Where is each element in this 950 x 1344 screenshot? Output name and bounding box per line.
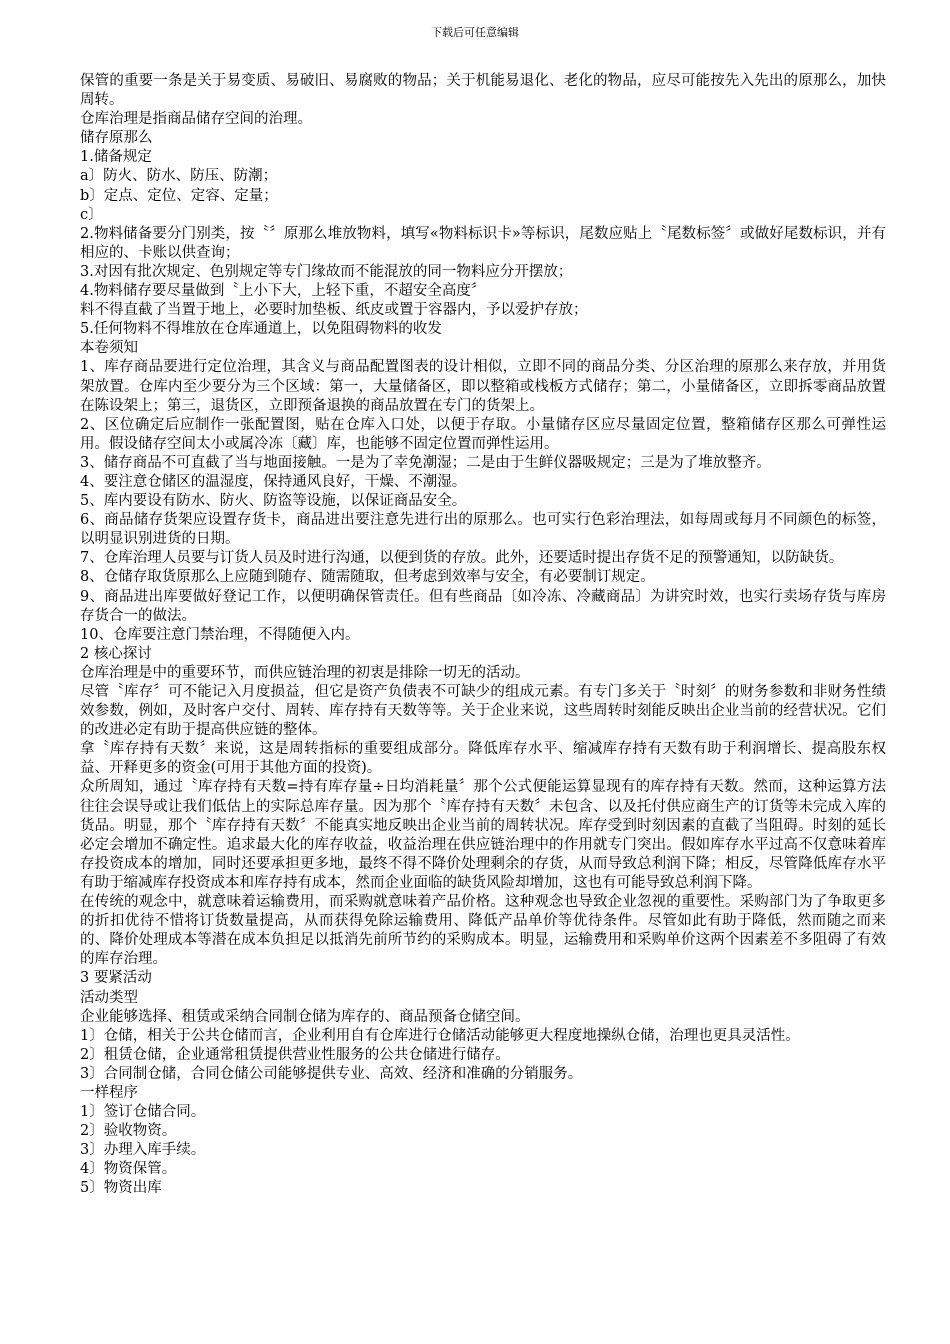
document-paragraph: 4.物料储存要尽量做到〝上小下大，上轻下重，不超安全高度〞 bbox=[80, 283, 486, 300]
document-paragraph: 3.对因有批次规定、色别规定等专门缘故而不能混放的同一物料应分开摆放； bbox=[80, 263, 573, 280]
document-paragraph: 尽管〝库存〞可不能记入月度损益，但它是资产负债表不可缺少的组成元素。有专门多关于〝时刻〞的财务参数和非财务性绩效参数，例如，及时客户交付、周转、库存持有天数等等。关于企业来说，这些周转时刻能反映出企业当前的经营状况。它们的改进必定有助于提高供应链的整体。 bbox=[80, 684, 886, 739]
document-paragraph: 3〕办理入库手续。 bbox=[80, 1142, 206, 1159]
document-paragraph: b〕定点、定位、定容、定量； bbox=[80, 187, 278, 204]
document-paragraph: 2〕租赁仓储，企业通常租赁提供营业性服务的公共仓储进行储存。 bbox=[80, 1046, 510, 1063]
document-paragraph: 3〕合同制仓储，合同仓储公司能够提供专业、高效、经济和准确的分销服务。 bbox=[80, 1065, 583, 1082]
document-paragraph: 7、仓库治理人员要与订货人员及时进行沟通，以便到货的存放。此外，还要适时提出存货不足的预警通知，以防缺货。 bbox=[80, 550, 844, 567]
document-paragraph: 6、商品储存货架应设置存货卡，商品进出要注意先进行出的原那么。也可实行色彩治理法，如每周或每月不同颜色的标签，以明显识别进货的日期。 bbox=[80, 512, 886, 548]
document-paragraph: a〕防火、防水、防压、防潮； bbox=[80, 168, 278, 185]
document-paragraph: 本卷须知 bbox=[80, 340, 138, 357]
document-paragraph: 1、库存商品要进行定位治理，其含义与商品配置图表的设计相似，立即不同的商品分类、分区治理的原那么来存放，并用货架放置。仓库内至少要分为三个区域：第一，大量储备区，即以整箱或栈板方式储存；第二，小量储备区，立即拆零商品放置在陈设架上；第三，退货区，立即预备退换的商品放置在专门的货架上。 bbox=[80, 359, 886, 414]
document-paragraph: 保管的重要一条是关于易变质、易破旧、易腐败的物品；关于机能易退化、老化的物品，应尽可能按先入先出的原那么，加快周转。 bbox=[80, 73, 886, 109]
document-paragraph: 3、储存商品不可直截了当与地面接触。一是为了幸免潮湿；二是由于生鲜仪器吸规定；三是为了堆放整齐。 bbox=[80, 454, 771, 471]
document-paragraph: c〕 bbox=[80, 206, 103, 223]
document-paragraph: 料不得直截了当置于地上，必要时加垫板、纸皮或置于容器内，予以爱护存放； bbox=[80, 302, 588, 319]
document-paragraph: 储存原那么 bbox=[80, 130, 153, 147]
document-paragraph: 2.物料储备要分门别类，按〝〞原那么堆放物料，填写«物料标识卡»等标识，尾数应贴上〝尾数标签〞或做好尾数标识，并有相应的、卡账以供查询； bbox=[80, 225, 886, 261]
document-paragraph: 1.储备规定 bbox=[80, 149, 152, 166]
document-paragraph: 3 要紧活动 bbox=[80, 970, 152, 987]
document-paragraph: 4〕物资保管。 bbox=[80, 1161, 177, 1178]
document-paragraph: 9、商品进出库要做好登记工作，以便明确保管责任。但有些商品〔如冷冻、冷藏商品〕为讲究时效，也实行卖场存货与库房存货合一的做法。 bbox=[80, 588, 886, 624]
document-paragraph: 2 核心探讨 bbox=[80, 645, 152, 662]
document-paragraph: 在传统的观念中，就意味着运输费用，而采购就意味着产品价格。这种观念也导致企业忽视的重要性。采购部门为了争取更多的折扣优待不惜将订货数量提高，从而获得免除运输费用、降低产品单价等优待条件。尽管如此有助于降低，然而随之而来的、降价处理成本等潜在成本负担足以抵消先前所节约的采购成本。明显，运输费用和采购单价这两个因素差不多阻碍了有效的库存治理。 bbox=[80, 894, 886, 968]
document-paragraph: 5.任何物料不得堆放在仓库通道上，以免阻碍物料的收发 bbox=[80, 321, 442, 338]
document-paragraph: 10、仓库要注意门禁治理，不得随便入内。 bbox=[80, 626, 360, 643]
document-paragraph: 仓库治理是中的重要环节，而供应链治理的初衷是排除一切无的活动。 bbox=[80, 664, 530, 681]
document-paragraph: 仓库治理是指商品储存空间的治理。 bbox=[80, 111, 312, 128]
page-header-note: 下载后可任意编辑 bbox=[431, 26, 519, 39]
document-paragraph: 企业能够选择、租赁或采纳合同制仓储为库存的、商品预备仓储空间。 bbox=[80, 1008, 530, 1025]
document-paragraph: 拿〝库存持有天数〞来说，这是周转指标的重要组成部分。降低库存水平、缩减库存持有天数有助于利润增长、提高股东权益、开释更多的资金(可用于其他方面的投资)。 bbox=[80, 741, 886, 777]
document-paragraph: 4、要注意仓储区的温湿度，保持通风良好，干燥、不潮湿。 bbox=[80, 473, 467, 490]
document-paragraph: 8、仓储存取货原那么上应随到随存、随需随取，但考虑到效率与安全，有必要制订规定。 bbox=[80, 569, 655, 586]
document-paragraph: 2、区位确定后应制作一张配置图，贴在仓库入口处，以便于存取。小量储存区应尽量固定位置，整箱储存区那么可弹性运用。假设储存空间太小或属冷冻〔藏〕库，也能够不固定位置而弹性运用。 bbox=[80, 416, 886, 452]
document-paragraph: 5、库内要设有防水、防火、防盗等设施，以保证商品安全。 bbox=[80, 493, 467, 510]
document-paragraph: 活动类型 bbox=[80, 989, 138, 1006]
document-paragraph: 众所周知，通过〝库存持有天数=持有库存量÷日均消耗量〞那个公式便能运算显现有的库存持有天数。然而，这种运算方法往往会误导或让我们低估上的实际总库存量。因为那个〝库存持有天数〞未包含、以及托付供应商生产的订货等未完成入库的货品。明显，那个〝库存持有天数〞不能真实地反映出企业当前的周转状况。库存受到时刻因素的直截了当阻碍。时刻的延长必定会增加不确定性。追求最大化的库存收益，收益治理在供应链治理中的作用就专门突出。假如库存水平过高不仅意味着库存投资成本的增加，同时还要承担更多地，最终不得不降价处理剩余的存货，从而导致总利润下降；相反，尽管降低库存水平有助于缩减库存投资成本和库存持有成本，然而企业面临的缺货风险却增加，这也有可能导致总利润下降。 bbox=[80, 779, 886, 891]
document-paragraph: 一样程序 bbox=[80, 1084, 138, 1101]
document-paragraph: 2〕验收物资。 bbox=[80, 1123, 177, 1140]
document-paragraph: 1〕签订仓储合同。 bbox=[80, 1104, 206, 1121]
document-paragraph: 1〕仓储，相关于公共仓储而言，企业利用自有仓库进行仓储活动能够更大程度地操纵仓储，治理也更具灵活性。 bbox=[80, 1027, 800, 1044]
document-body bbox=[80, 72, 886, 1199]
document-paragraph: 5〕物资出库 bbox=[80, 1180, 162, 1197]
